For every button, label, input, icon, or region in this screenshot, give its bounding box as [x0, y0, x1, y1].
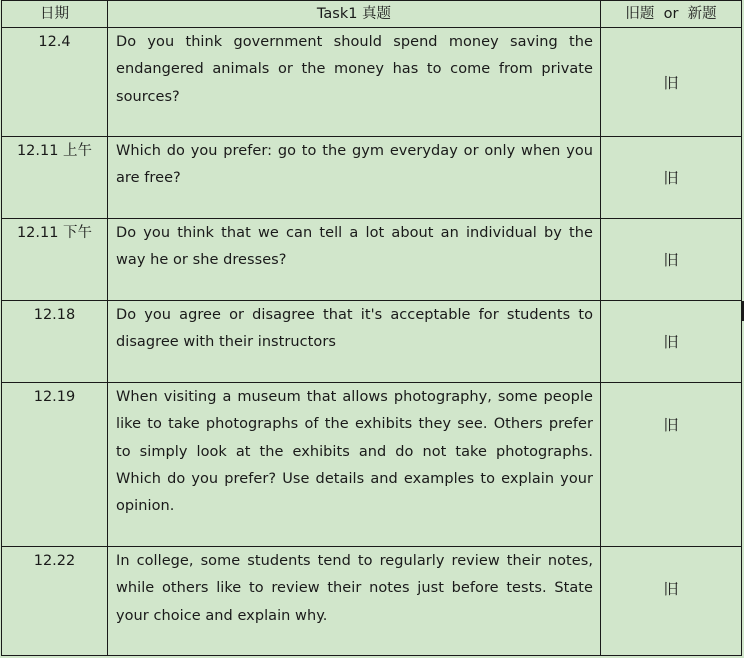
row-date: 12.19: [2, 383, 108, 547]
row-status: 旧: [601, 219, 742, 301]
task1-questions-table: [1, 0, 742, 656]
table-row: [2, 547, 742, 656]
header-date: 日期: [2, 1, 108, 28]
row-question: In college, some students tend to regularly review their notes, while others like to review their notes just before tests. State your choice and explain why.: [108, 547, 601, 656]
row-date: 12.11 下午: [2, 219, 108, 301]
header-question: Task1 真题: [108, 1, 601, 28]
row-question: Do you think government should spend money saving the endangered animals or the money has to come from private sources?: [108, 28, 601, 137]
row-date: 12.4: [2, 28, 108, 137]
table-row: [2, 28, 742, 137]
row-status: 旧: [601, 383, 742, 547]
row-question: Which do you prefer: go to the gym everyday or only when you are free?: [108, 137, 601, 219]
row-date: 12.11 上午: [2, 137, 108, 219]
row-status: 旧: [601, 28, 742, 137]
row-question: When visiting a museum that allows photography, some people like to take photographs of the exhibits they see. Others prefer to simply look at the exhibits and do not take photographs. Which do you prefer? Use details and examples to explain your opinion.: [108, 383, 601, 547]
row-date: 12.22: [2, 547, 108, 656]
table-header-row: [2, 1, 742, 28]
row-status: 旧: [601, 137, 742, 219]
table-row: [2, 137, 742, 219]
table-row: [2, 383, 742, 547]
row-date: 12.18: [2, 301, 108, 383]
row-question: Do you agree or disagree that it's acceptable for students to disagree with their instructors: [108, 301, 601, 383]
row-status: 旧: [601, 301, 742, 383]
table-row: [2, 301, 742, 383]
row-question: Do you think that we can tell a lot about an individual by the way he or she dresses?: [108, 219, 601, 301]
header-status: 旧题 or 新题: [601, 1, 742, 28]
table-row: [2, 219, 742, 301]
row-status: 旧: [601, 547, 742, 656]
